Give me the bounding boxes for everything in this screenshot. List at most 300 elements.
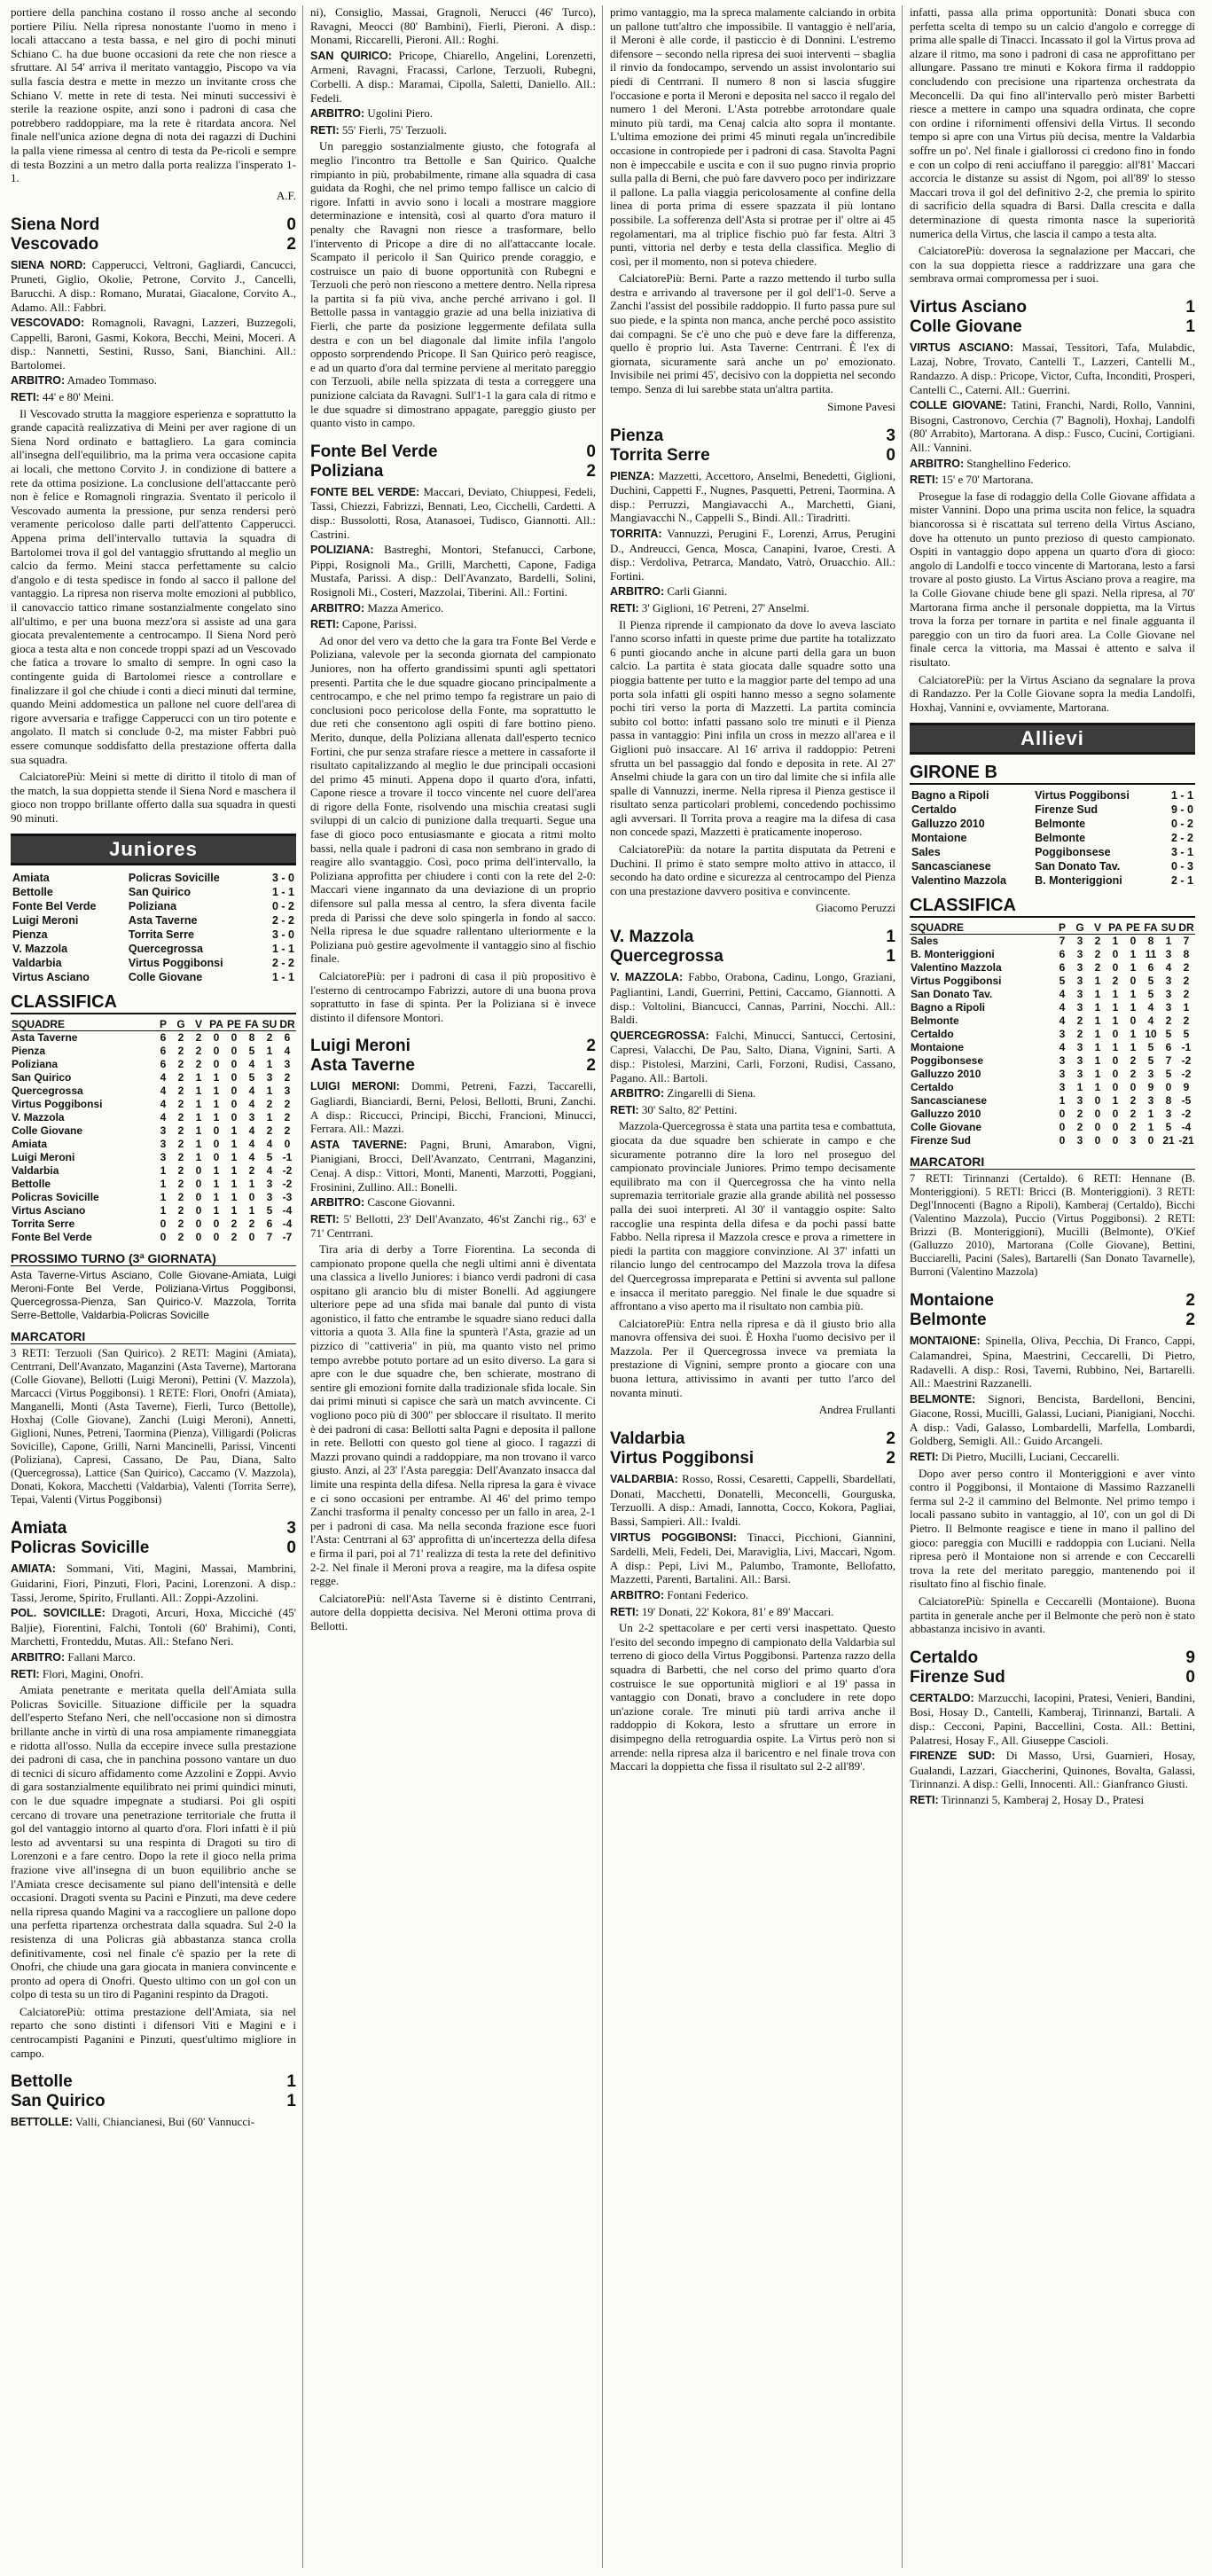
standings-value: 1 [195, 1138, 202, 1151]
standings-value: -5 [1181, 1094, 1192, 1108]
standings-value: 3 [1165, 1001, 1172, 1014]
standings-value: 1 [1130, 1028, 1137, 1041]
scorers-list: 7 RETI: Tirinnanzi (Certaldo). 6 RETI: Hennane (B. Monteriggioni). 5 RETI: Bricci (B. Monteriggioni). 3 RETI: Degl'Innocenti (Bagno a Ripoli), Kamberaj (Certaldo), Bicchi (Valentino Mazzola), Puccio (Virtus Poggibonsi). 2 RETI: Brizzi (B. Monteriggioni), Mucilli (Belmonte), O'Kief (Galluzzo 2010), Martorana (Colle Giovane), Bettini, Bucciarelli, Pacini (Sales), Bartarelli (San Donato Tavarnelle), Burroni (Valentino Mazzola) [910, 1172, 1195, 1279]
goals: RETI: 5' Bellotti, 23' Dell'Avanzato, 46'st Zanchi rig., 63' e 71' Centrrani. [310, 1211, 596, 1241]
article-paragraph: Prosegue la fase di rodaggio della Colle Giovane affidata a mister Vannini. Dopo una prima uscita non felice, la squadra biancorossa si è riscattata sul terreno della Virtus Asciano, dove ha ottenuto un punto prezioso di questo campionato. Ospiti in vantaggio dopo appena un quarto d'ora di gioco: angolo di Landolfi e tocco vincente di Martorana, lesto a farsi trovare al posto giusto. La Virtus Asciano prova a reagire, ma la Colle Giovane chiude bene gli spazi. Nella ripresa, al 70' Martorana firma anche il personale doppietta, ma la Virtus trova la forza per tornare in partita e nel finale agguanta il pareggio con un tiro da fuori area. La Colle Giovane nel finale cerca la vittoria, ma Massai è attento e salva il risultato. [910, 489, 1195, 669]
referee: ARBITRO: Fontani Federico. [610, 1588, 749, 1601]
result-score: 0 - 2 [1170, 818, 1193, 831]
result-away: Belmonte [1035, 818, 1086, 831]
article-paragraph: Il Vescovado strutta la maggiore esperienza e soprattutto la grande capacità realizzativa di Meini per aver ragione di un Siena Nord ordinato e battagliero. La gara comincia all'insegna dell'equilibrio, ma la prima vera occasione capita ai locali, che mettono Corvito J. in condizione di battere a rete da ottima posizione. La conclusione dell'attaccante però non è felice e Romagnoli ringrazia. Sventato il pericolo il Vescovado aumenta la pressione, pur senza rendersi però veramente pericoloso dalle parti dell'attento Capperucci. Appena prima dell'intervallo tuttavia la squadra di Bartolomei trova il gol del vantaggio sfruttando al meglio un calcio da fermo. Meini stacca perfettamente su calcio d'angolo e di testa spedisce in fondo al sacco il pallone del vantaggio. La ripresa non riserva molte emozioni al pubblico, il canovaccio tattico rimane sostanzialmente congelato sino all'ultimo, e per una buona mezz'ora si assiste ad una gara giocata prevalentemente a centrocampo. Il Siena Nord però gioca a testa alta e non concede troppi spazi ad un Vescovado che fatica a trovare lo smalto di sempre. In ogni caso la contingente guida di Bartolomei riesce a controllare e finalizzare il gol che chiude i conti a dieci minuti dal termine, quando Meini addomestica un pallone nel cuore dell'area di rigore avversaria e trafigge Capperucci con un tiro potente e angolato. Il match si conclude 0-2, ma mister Fabbri può essere comunque soddisfatto della prestazione offerta dalla sua squadra. [11, 406, 296, 766]
goals: RETI: 15' e 70' Martorana. [910, 473, 1034, 487]
standings-row [11, 1084, 296, 1098]
standings-value: 3 [160, 1124, 167, 1138]
standings-row [910, 935, 1195, 949]
standings-value: 2 [1112, 975, 1119, 988]
standings-value: 1 [213, 1111, 220, 1124]
standings-value: 2 [1130, 1054, 1137, 1068]
standings-value: -2 [1181, 1054, 1192, 1068]
home-score: 0 [586, 442, 596, 461]
standings-value: 5 [1147, 975, 1154, 988]
lineup-away: TORRITA: Vannuzzi, Perugini F., Lorenzi, Arrus, Perugini D., Andreucci, Genca, Mosca, Canapini, Ivaroe, Cresti. A disp.: Verdoliva, Petrarca, Mandato, Vatrò, Oruacchio. All.: Fortini. [610, 527, 895, 583]
standings-value: 9 [1183, 1081, 1190, 1094]
standings-value: 8 [248, 1031, 255, 1045]
standings-value: 0 [231, 1045, 238, 1058]
standings-value: 1 [231, 1124, 238, 1138]
standings-value: 0 [195, 1178, 202, 1191]
standings-value: 2 [177, 1071, 184, 1084]
standings-row [910, 1041, 1195, 1054]
standings-value: 2 [1076, 1121, 1083, 1134]
standings-value: 1 [213, 1084, 220, 1098]
standings-value: -2 [1181, 1068, 1192, 1081]
result-away: Poggibonsese [1035, 846, 1111, 859]
standings-value: 0 [160, 1218, 167, 1231]
standings-value: 0 [213, 1045, 220, 1058]
standings-value: 3 [1076, 1054, 1083, 1068]
team-name: Valentino Mazzola [911, 961, 1002, 975]
result-home: Pienza [12, 928, 48, 942]
standings-value: 2 [284, 1071, 291, 1084]
standings-value: 0 [195, 1231, 202, 1244]
standings-value: 7 [266, 1231, 273, 1244]
standings-value: 0 [213, 1231, 220, 1244]
scorers-title: MARCATORI [11, 1329, 296, 1344]
away-team: Asta Taverne [310, 1056, 415, 1076]
standings-value: 0 [1112, 961, 1119, 975]
goals: RETI: Di Pietro, Mucilli, Luciani, Ceccarelli. [910, 1450, 1120, 1464]
column-1 [11, 5, 296, 2568]
standings-value: 0 [1094, 1121, 1101, 1134]
standings-value: 0 [1112, 1108, 1119, 1121]
standings-value: 0 [248, 1191, 255, 1204]
standings-value: 1 [195, 1084, 202, 1098]
standings-value: 2 [177, 1084, 184, 1098]
home-score: 9 [1185, 1648, 1195, 1667]
team-name: Virtus Poggibonsi [12, 1098, 103, 1111]
standings-value: 1 [1112, 1041, 1119, 1054]
result-away: Virtus Poggibonsi [128, 957, 223, 970]
article-paragraph: Un pareggio sostanzialmente giusto, che fotografa al meglio l'incontro tra Bettolle e San Quirico. Qualche rimpianto in più, probabilmente, rimane alla squadra di casa guidata da Roghi, che nel primo tempo fallisce un calcio di rigore. Infatti in avvio sono i locali a mostrare maggiore determinazione e intensità, così al quarto d'ora maturo il penalty che Ravagni non riesce a trasformare, bello l'intervento di Pricope a dire di no all'attaccante locale. Scampato il pericolo il San Quirico prende coraggio, e costruisce un paio di buone opportunità con Rubegni e Terzuoli che però non riescono a mettere dentro. Nella ripresa la partita si fa più viva, anche perché arrivano i gol. Il Bettolle passa in vantaggio grazie ad una bella iniziativa di Fierli, che parte da posizione leggermente defilata sulla destra e con un bel diagonale dal limite infila l'angolo opposto sorprendendo Pricope. Il San Quirico però reagisce, e ad un quarto d'ora dal termine perviene al meritato pareggio con Terzuoli, abile nella spizzata di testa a correggere una punizione calciata da Ravagni. Sull'1-1 la gara cala di ritmo e le due squadre si dimostrano appagate, pareggio giusto per quanto visto in campo. [310, 139, 596, 430]
standings-value: 3 [1076, 1068, 1083, 1081]
result-home: Galluzzo 2010 [911, 818, 985, 831]
result-row [910, 788, 1195, 803]
standings-value: 1 [1147, 1121, 1154, 1134]
standings-value: 4 [1165, 961, 1172, 975]
away-team: Policras Sovicille [11, 1539, 150, 1558]
standings-value: 2 [177, 1164, 184, 1178]
result-row [11, 899, 296, 913]
standings-value: 0 [231, 1058, 238, 1071]
goals: RETI: Tirinnanzi 5, Kamberaj 2, Hosay D., Pratesi [910, 1792, 1145, 1806]
standings-value: 1 [1130, 1041, 1137, 1054]
standings-value: 1 [266, 1084, 273, 1098]
away-score: 2 [886, 1449, 895, 1468]
standings-value: 1 [231, 1178, 238, 1191]
standings-row [11, 1204, 296, 1218]
results-table [910, 788, 1195, 888]
standings-value: 2 [284, 1098, 291, 1111]
article-paragraph: primo vantaggio, ma la spreca malamente calciando in orbita un pallone tutt'altro che impossibile. Il vantaggio è nell'aria, il Meroni è alle corde, il pasticcio è di Donnini. L'estremo difensore – secondo nella ripresa dei suoi interventi – sbaglia il rinvio da fondocampo, servendo un assist involontario sui piedi di Centrrani. Il numero 8 non si lascia sfuggire l'occasione e porta il Meroni e deposita nel sacco il regalo del numero 1 del Meroni. L'Asta potrebbe arrotondare quale minuto più tardi, ma Cenaj calcia alto sopra il montante. L'ultima emozione dei primi 45 minuti regala un'incredibile occasione in contropiede per i padroni di casa. Stavolta Pagni non è impeccabile e uscita e con il suo pugno rinvia proprio sulla palla di Berni, che può fare davvero poco per indirizzare il pallone. La palla viaggia pericolosamente al confine della linea di porta prima di essere spazzata il più lontano possibile. La sofferenza dell'Asta si protrae per il' oltre ai 45 regolamentari, ma al triplice fischio può far festa. Altri 3 punti, vittoria nel derby e testa della classifica. Meglio di così, per il momento, non si poteva chiedere. [610, 5, 895, 268]
standings-value: 2 [1076, 1108, 1083, 1121]
standings-value: 1 [160, 1204, 167, 1218]
home-team: Montaione [910, 1291, 994, 1311]
lineup-away: FIRENZE SUD: Di Masso, Ursi, Guarnieri, Hosay, Gualandi, Lazzari, Giaccherini, Quinones, Bovalta, Galassi, Tirinnanzi. A disp.: Gelli, Innocenti. All.: Gianfranco Giusti. [910, 1749, 1195, 1791]
standings-value: 4 [266, 1138, 273, 1151]
team-name: Belmonte [911, 1014, 959, 1028]
standings-row [11, 1111, 296, 1124]
standings-value: 1 [160, 1178, 167, 1191]
standings-value: 0 [213, 1218, 220, 1231]
team-name: Policras Sovicille [12, 1191, 99, 1204]
away-team: Belmonte [910, 1311, 987, 1330]
result-row [11, 942, 296, 956]
standings-value: 0 [195, 1191, 202, 1204]
standings-value: 1 [1130, 948, 1137, 961]
match-header [610, 1429, 895, 1468]
home-team: Pienza [610, 426, 664, 445]
home-team: Virtus Asciano [910, 297, 1027, 317]
standings-value: 2 [177, 1231, 184, 1244]
standings-value: 0 [1112, 1121, 1119, 1134]
standings-value: 3 [1147, 1068, 1154, 1081]
team-name: San Donato Tav. [911, 988, 993, 1001]
standings-value: 2 [1076, 1028, 1083, 1041]
result-row [910, 859, 1195, 873]
standings-value: 3 [1076, 1041, 1083, 1054]
article-paragraph: Un 2-2 spettacolare e per certi versi inaspettato. Questo l'esito del secondo impegno di campionato della Valdarbia sul terreno di gioco della Virtus Poggibonsi. Partenza razzo della squadra di Barbetti, che nel corso del primo quarto d'ora costruisce le sue opportunità migliori e al 19' passa in vantaggio con Donati, bravo a concludere in rete dopo un'azione corale. Tre minuti più tardi arriva anche il raddoppio di Kokora, lesto a sfruttare un errore in disimpegno della retroguardia ospite. La Virtus però non si arrende: nella ripresa alza il baricentro e nel finale trova con Maccari la doppietta che fissa il risultato sul 2-2 all'89'. [610, 1621, 895, 1773]
standings-value: 2 [248, 1218, 255, 1231]
calciatore-piu: CalciatorePiù: Spinella e Ceccarelli (Montaione). Buona partita in generale anche per il Belmonte che però non è stato abbastanza incisivo in avanti. [910, 1594, 1195, 1636]
team-name: Colle Giovane [911, 1121, 982, 1134]
match-header [910, 1291, 1195, 1330]
standings-value: 5 [248, 1071, 255, 1084]
result-away: San Quirico [128, 886, 192, 899]
standings-value: 1 [1094, 1054, 1101, 1068]
result-home: Valdarbia [12, 957, 62, 970]
goals: RETI: Capone, Parissi. [310, 617, 418, 631]
standings-value: 1 [1094, 1041, 1101, 1054]
standings-value: 6 [266, 1218, 273, 1231]
standings-row [910, 1081, 1195, 1094]
standings-value: 0 [213, 1151, 220, 1164]
standings-value: 5 [1165, 1068, 1172, 1081]
goals: RETI: Flori, Magini, Onofri. [11, 1666, 144, 1680]
standings-value: 3 [160, 1138, 167, 1151]
calciatore-piu: CalciatorePiù: per la Virtus Asciano da segnalare la prova di Randazzo. Per la Colle Giovane sopra la media Landolfi, Hoxhaj, Vannini e, ovviamente, Martorana. [910, 672, 1195, 714]
team-name: Amiata [12, 1138, 48, 1151]
result-home: Bettolle [12, 886, 53, 899]
standings-row [11, 1191, 296, 1204]
standings-value: 0 [1112, 1028, 1119, 1041]
away-team: Firenze Sud [910, 1667, 1005, 1687]
standings-value: 4 [1059, 1001, 1066, 1014]
team-name: Galluzzo 2010 [911, 1068, 981, 1081]
result-score: 2 - 1 [1170, 874, 1193, 888]
standings-value: 2 [195, 1031, 202, 1045]
standings-value: 6 [284, 1031, 291, 1045]
referee: ARBITRO: Fallani Marco. [11, 1650, 136, 1664]
standings-header: V [1089, 921, 1106, 935]
team-name: B. Monteriggioni [911, 948, 995, 961]
result-home: Sales [911, 846, 941, 859]
standings-value: 0 [213, 1058, 220, 1071]
standings-value: 1 [195, 1111, 202, 1124]
standings-value: 1 [1076, 1081, 1083, 1094]
column-4 [910, 5, 1195, 2568]
standings-value: 0 [160, 1231, 167, 1244]
standings-value: 1 [1130, 988, 1137, 1001]
standings-value: 0 [231, 1071, 238, 1084]
lineup-home: PIENZA: Mazzetti, Accettoro, Anselmi, Benedetti, Giglioni, Duchini, Cappetti F., Nugnes, Pasquetti, Petreni, Taormina. A disp.: Perruzzi, Mangiavacchi A., Marchetti, Giani, Mangiavacchi N., Cappelli S., Bindi. All.: Tiradritti. [610, 468, 895, 525]
standings-value: 0 [231, 1111, 238, 1124]
standings-header: PA [207, 1018, 225, 1031]
result-score: 1 - 1 [271, 971, 294, 984]
standings-value: 1 [213, 1191, 220, 1204]
standings-value: 1 [1094, 1014, 1101, 1028]
standings-header: SQUADRE [910, 921, 1053, 935]
standings-value: 1 [213, 1164, 220, 1178]
girone-title: GIRONE B [910, 762, 1195, 785]
standings-value: 5 [1147, 988, 1154, 1001]
standings-value: 2 [1183, 1014, 1190, 1028]
standings-value: 21 [1162, 1134, 1175, 1147]
standings-value: 1 [160, 1164, 167, 1178]
article-paragraph: Il Pienza riprende il campionato da dove lo aveva lasciato l'anno scorso infatti in queste prime due partite ha totalizzato 6 punti giocando anche in alcune parti della gara un buon calcio. La partita è stata giocata dalle squadre sotto una pioggia battente per tutto e la maggior parte del tempo ad una porta sola infatti gli ospiti hanno messo a segno solamente pochi tiri verso la porta di Mazzetti. La partita comincia subito col botto: infatti passano solo tre minuti e il Pienza passa in vantaggio: Pini infila un cross in mezzo all'area e il Giglioni può insaccare. Al 16' arriva il raddoppio: Petreni sfrutta un bel passaggio dal fondo e deposita in rete. Al 27' Anselmi chiude la gara con un tiro dal limite che si infila alle spalle di Vannuzzi, inerme. Nella ripresa il Pienza gestisce il risultato senza particolari problemi, concedendo pochissimo agli avversari. Il Torrita prova a reagire ma la difesa di casa non concede spazi, Mazzetti è praticamente inoperoso. [610, 617, 895, 839]
section-banner-juniores: Juniores [11, 834, 296, 865]
standings-value: 2 [1094, 935, 1101, 948]
standings-value: 4 [248, 1098, 255, 1111]
standings-value: 3 [266, 1071, 273, 1084]
section-banner-allievi: Allievi [910, 723, 1195, 755]
goals: RETI: 55' Fierli, 75' Terzuoli. [310, 122, 447, 137]
standings-value: 11 [1145, 948, 1157, 961]
standings-value: 1 [1094, 1081, 1101, 1094]
standings-value: 6 [160, 1031, 167, 1045]
standings-header: SQUADRE [11, 1018, 154, 1031]
standings-row [11, 1058, 296, 1071]
standings-value: 3 [1147, 1094, 1154, 1108]
standings-value: 2 [195, 1058, 202, 1071]
home-score: 1 [286, 2072, 296, 2092]
results-table [11, 871, 296, 984]
standings-value: 4 [160, 1111, 167, 1124]
next-round-title: PROSSIMO TURNO (3ª GIORNATA) [11, 1251, 296, 1266]
article-paragraph: Dopo aver perso contro il Monteriggioni e aver vinto contro il Poggibonsi, il Montaione di Massimo Razzanelli ferma sul 2-2 il cammino del Belmonte. Nel primo tempo i locali passano subito in vantaggio, al 10', con un gol di Di Pietro. Il Belmonte reagisce e tiene in mano il pallino del gioco: pareggia con Mucilli e raddoppia con Luciani. Nella ripresa però il Montaione non si arrende e con Ceccarelli trova la rete del meritato pareggio, mantenendo poi il risultato fino al fischio finale. [910, 1466, 1195, 1591]
standings-value: 4 [248, 1058, 255, 1071]
standings-value: 5 [1147, 1041, 1154, 1054]
result-score: 1 - 1 [271, 886, 294, 899]
standings-value: 3 [1165, 988, 1172, 1001]
standings-value: 1 [231, 1191, 238, 1204]
standings-row [910, 988, 1195, 1001]
team-name: Galluzzo 2010 [911, 1108, 981, 1121]
team-name: Luigi Meroni [12, 1151, 75, 1164]
standings-value: 0 [231, 1098, 238, 1111]
standings-value: 7 [1059, 935, 1066, 948]
standings-row [910, 1108, 1195, 1121]
standings-row [910, 1014, 1195, 1028]
match-header [11, 215, 296, 254]
away-team: Colle Giovane [910, 317, 1022, 336]
standings-value: 5 [248, 1045, 255, 1058]
lineup-home: LUIGI MERONI: Dommi, Petreni, Fazzi, Taccarelli, Gagliardi, Bianciardi, Berni, Pelosi, Bellotti, Bruni, Zanchi. A disp.: Riccucci, Principi, Bicchi, Francioni, Minucci, Ferrara. All.: Mazzi. [310, 1079, 596, 1136]
calciatore-piu: CalciatorePiù: Berni. Parte a razzo mettendo il turbo sulla destra e arrivando al traversone per il gol dell'1-0. Serve a Zanchi l'assist del possibile raddoppio. Il furto passa pure sul suo piede, e la spinta non manca, anche perché poco assistito dai compagni. Se c'è uno che può e deve fare la differenza, quello è proprio lui. Asta Taverne: Centrrani. È l'ex di giornata, sicuramente sarà anche un po' emozionato. Invisibile nei primi 45', decisivo con la doppietta nel secondo tempo. Senza di lui sarebbe stata un'altra partita. [610, 271, 895, 396]
team-name: Fonte Bel Verde [12, 1231, 92, 1244]
standings-value: 3 [1076, 961, 1083, 975]
standings-value: 1 [213, 1178, 220, 1191]
classifica-title: CLASSIFICA [910, 895, 1195, 918]
calciatore-piu: CalciatorePiù: ottima prestazione dell'Amiata, sia nel reparto che sono distinti i difensori Viti e Magini e i centrocampisti Paganini e Pinzuti, quest'ultimo migliore in campo. [11, 2004, 296, 2060]
standings-value: 0 [1112, 948, 1119, 961]
standings-header: G [1071, 921, 1089, 935]
standings-value: 2 [1183, 961, 1190, 975]
standings-value: -2 [282, 1164, 293, 1178]
calciatore-piu: CalciatorePiù: nell'Asta Taverne si è distinto Centrrani, autore della doppietta decisiva. Nel Meroni ottima prova di Bellotti. [310, 1591, 596, 1633]
standings-value: 6 [1059, 948, 1066, 961]
standings-header: V [190, 1018, 207, 1031]
away-score: 0 [286, 1539, 296, 1558]
referee: ARBITRO: Stanghellino Federico. [910, 456, 1072, 470]
standings-value: 6 [160, 1045, 167, 1058]
result-row [910, 873, 1195, 888]
home-team: Bettolle [11, 2072, 73, 2092]
standings-value: 0 [1059, 1134, 1066, 1147]
article-paragraph: portiere della panchina costano il rosso anche al secondo portiere Piliu. Nella ripresa nonostante l'uomo in meno i locali attaccano a testa bassa, e nel giro di pochi minuti Schiano C. ha due buone occasioni da rete che non riesce a sfruttare. Al 54' arriva il meritato vantaggio, Piscopo va via sulla fascia destra e mette in mezzo un invitante cross che Schiano V. mette in rete di testa. Nei minuti successivi è sterile la reazione ospite, anzi sono i padroni di casa che potrebbero raddoppiare, ma la rete è ritardata ancora. Nel finale nell'unica azione degna di nota dei ragazzi di Duchini la palla viene rimessa al centro di testa da Pe-ricoli e sempre di testa Bozzini a un metro dalla porta realizza l'insperato 1-1. [11, 5, 296, 185]
standings-value: 1 [195, 1098, 202, 1111]
result-score: 3 - 0 [271, 928, 294, 942]
home-team: Valdarbia [610, 1429, 685, 1449]
standings-row [910, 948, 1195, 961]
standings-row [11, 1098, 296, 1111]
result-home: Amiata [12, 872, 50, 885]
team-name: Poliziana [12, 1058, 59, 1071]
standings-value: 7 [1183, 935, 1190, 948]
home-score: 3 [886, 426, 895, 445]
standings-value: 1 [1112, 1001, 1119, 1014]
standings-value: 2 [231, 1231, 238, 1244]
standings-value: 0 [1112, 1134, 1119, 1147]
standings-value: 6 [1147, 961, 1154, 975]
standings-value: 0 [213, 1031, 220, 1045]
standings-value: 5 [1183, 1028, 1190, 1041]
standings-value: 2 [248, 1164, 255, 1178]
goals: RETI: 44' e 80' Meini. [11, 390, 114, 404]
standings-value: 4 [1147, 1001, 1154, 1014]
standings-value: 0 [213, 1124, 220, 1138]
result-home: V. Mazzola [12, 943, 68, 956]
standings-value: -2 [1181, 1108, 1192, 1121]
standings-value: 2 [266, 1098, 273, 1111]
lineup-home: AMIATA: Sommani, Viti, Magini, Massai, Mambrini, Guidarini, Fiori, Pinzuti, Flori, Pacini, Lorenzoni. A disp.: Tassi, Jerome, Spirito, Frullanti. All.: Zoppi-Azzolini. [11, 1562, 296, 1604]
standings-value: 0 [1130, 935, 1137, 948]
standings-value: -4 [282, 1204, 293, 1218]
result-home: Sancascianese [911, 860, 991, 873]
standings-value: 1 [231, 1138, 238, 1151]
referee: ARBITRO: Mazza Americo. [310, 600, 444, 615]
standings-value: 2 [177, 1045, 184, 1058]
result-home: Bagno a Ripoli [911, 789, 989, 803]
standings-value: 2 [1130, 1121, 1137, 1134]
result-away: Belmonte [1035, 832, 1086, 845]
standings-value: 2 [1094, 961, 1101, 975]
result-row [11, 970, 296, 984]
author-signature: Simone Pavesi [827, 399, 895, 413]
standings-value: 0 [1094, 1134, 1101, 1147]
away-score: 2 [586, 461, 596, 481]
column-rule [302, 5, 303, 2568]
lineup-away: POL. SOVICILLE: Dragoti, Arcuri, Hoxa, Micciché (45' Baljie), Fiorentini, Falchi, Tontoli (60' Brahimi), Conti, Marchetti, Fronteddu, Mutas. All.: Stefano Neri. [11, 1606, 296, 1648]
standings-value: 10 [1145, 1028, 1157, 1041]
standings-header: DR [1178, 921, 1194, 935]
standings-value: 2 [177, 1178, 184, 1191]
standings-value: 2 [1130, 1094, 1137, 1108]
standings-value: -21 [1178, 1134, 1194, 1147]
standings-value: 1 [1059, 1094, 1066, 1108]
result-score: 2 - 2 [271, 957, 294, 970]
team-name: San Quirico [12, 1071, 72, 1084]
standings-value: 1 [1112, 988, 1119, 1001]
column-2 [310, 5, 596, 2568]
result-score: 3 - 1 [1170, 846, 1193, 859]
standings-value: 2 [177, 1058, 184, 1071]
away-score: 2 [286, 234, 296, 254]
lineup-home: MONTAIONE: Spinella, Oliva, Pecchia, Di Franco, Cappi, Calamandrei, Spina, Maestrini, Ceccarelli, Di Pietro, Radavelli. A disp.: Rosi, Taverni, Rubbino, Nei, Bartarelli. All.: Maestrini Razzanelli. [910, 1334, 1195, 1390]
referee: ARBITRO: Ugolini Piero. [310, 106, 434, 121]
calciatore-piu: CalciatorePiù: per i padroni di casa il più propositivo è l'esterno di centrocampo Fabrizzi, autore di una buona prova soprattutto in fase di spinta. Per la Poliziana si è invece distinto il difensore Montori. [310, 969, 596, 1024]
result-away: Torrita Serre [128, 928, 194, 942]
standings-value: 2 [177, 1218, 184, 1231]
team-name: Torrita Serre [12, 1218, 75, 1231]
article-paragraph: infatti, passa alla prima opportunità: Donati sbuca con perfetta scelta di tempo su un calcio d'angolo e corregge di prima alle spalle di Tinacci. Incassato il gol la Virtus prova ad alzare il ritmo, ma sono i padroni di casa ne approfittano per allungare. Passano tre minuti e Kokora firma il raddoppio concludendo con precisione una ripartenza orchestrata da Meconcelli. Da qui fino all'intervallo però mister Barbetti riesce a mettere in campo una squadra ordinata, che copre con ordine i rifornimenti offensivi della Virtus. Il secondo tempo si apre con una Virtus più decisa, mentre la Valdarbia soffre un po'. Nel finale i giallorossi ci credono fino in fondo e con un colpo di reni acciuffano il pareggio: all'81' Maccari accorcia le distanze su assist di Ngom, poi all'89' lo stesso Maccari trova il gol del definitivo 2-2, che premia lo spirito di sacrificio della squadra di Barsi. Dalla crescita e dalla determinazione di questa rimonta nasce la superiorità numerica della Virtus, che lascia il campo a testa alta. [910, 5, 1195, 240]
result-score: 0 - 3 [1170, 860, 1193, 873]
column-3 [610, 5, 895, 2568]
away-team: Vescovado [11, 234, 99, 254]
standings-value: 0 [195, 1204, 202, 1218]
standings-value: 0 [1059, 1121, 1066, 1134]
standings-row [11, 1138, 296, 1151]
home-team: Certaldo [910, 1648, 979, 1667]
standings-value: 1 [1112, 935, 1119, 948]
standings-value: 4 [1059, 1014, 1066, 1028]
standings-header: FA [243, 1018, 261, 1031]
result-row [910, 845, 1195, 859]
scorers-list: 3 RETI: Terzuoli (San Quirico). 2 RETI: Magini (Amiata), Centrrani, Dell'Avanzato, Maganzini (Asta Taverne), Martorana (Colle Giovane), Bellotti (Luigi Meroni), Pettini (V. Mazzola), Marcacci (Virtus Poggibonsi). 1 RETE: Flori, Onofri (Amiata), Manganelli, Monti (Asta Taverne), Fierli, Turco (Bettolle), Hoxhaj (Colle Giovane), Zanchi (Luigi Meroni), Annetti, Giglioni, Nunes, Petreni, Taormina (Pienza), Villigardi (Policras Sovicille), Capone, Grilli, Narni Mancinelli, Parissi, Vincenti (Poliziana), Capresi, Cassano, De Pau, Diana, Salto (Quercegrossa), Lattice (San Quirico), Caccamo (V. Mazzola), Donati, Kokora, Macchetti (Valdarbia), Valenti (Torrita Serre), Tepai, Valenti (Virtus Poggibonsi) [11, 1347, 296, 1507]
standings-value: 0 [1147, 1134, 1154, 1147]
column-rule [902, 5, 903, 2568]
match-header [610, 427, 895, 466]
author-signature: A.F. [276, 188, 296, 202]
standings-value: 0 [1130, 1014, 1137, 1028]
standings-row [11, 1124, 296, 1138]
standings-row [910, 961, 1195, 975]
result-row [910, 817, 1195, 831]
standings-value: 0 [1112, 1081, 1119, 1094]
standings-value: 1 [195, 1151, 202, 1164]
standings-value: 3 [1165, 948, 1172, 961]
result-row [910, 831, 1195, 845]
standings-value: 4 [1059, 1041, 1066, 1054]
result-score: 2 - 2 [1170, 832, 1193, 845]
team-name: Poggibonsese [911, 1054, 984, 1068]
lineup-home: BETTOLLE: Valli, Chiancianesi, Bui (60' Vannucci- [11, 2115, 255, 2129]
standings-value: 6 [1165, 1041, 1172, 1054]
result-away: Quercegrossa [128, 943, 203, 956]
result-home: Valentino Mazzola [911, 874, 1006, 888]
standings-value: 3 [1076, 988, 1083, 1001]
lineup-away: BELMONTE: Signori, Bencista, Bardelloni, Bencini, Giacone, Rossi, Mucilli, Galassi, Luciani, Pianigiani, Nocchi. A disp.: Vadi, Galasso, Lombardelli, Marfella, Lombardi, Goldberg, Semigli. All.: Guido Arcangeli. [910, 1391, 1195, 1448]
standings-value: 1 [1094, 988, 1101, 1001]
referee: ARBITRO: Cascone Giovanni. [310, 1195, 456, 1210]
